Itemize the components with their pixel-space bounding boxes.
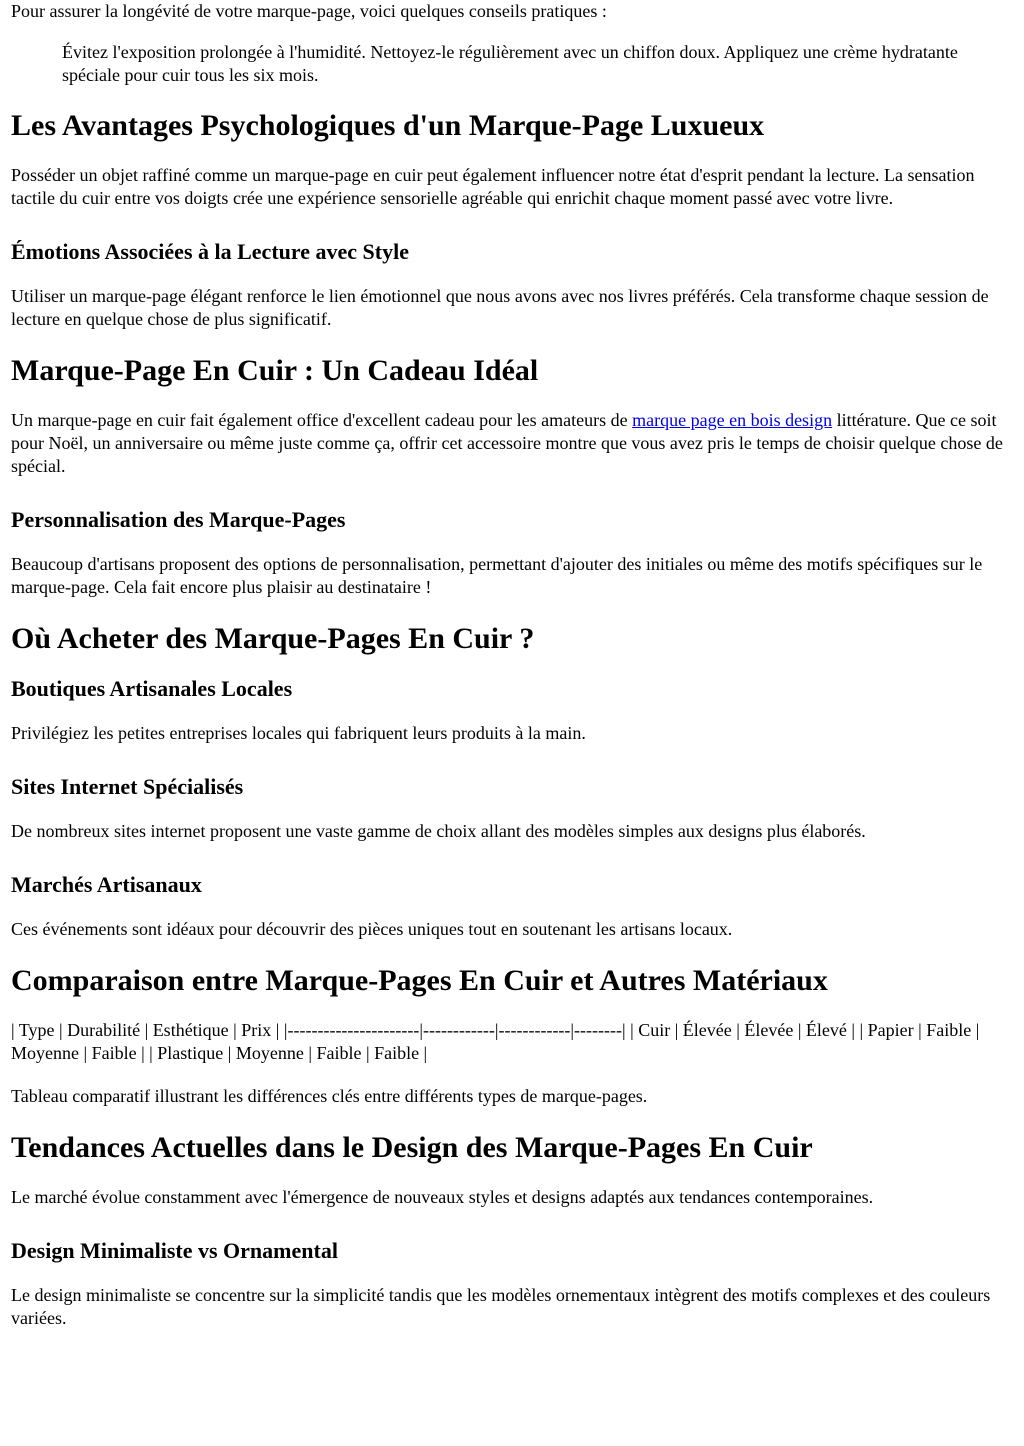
- heading-ideal-gift: Marque-Page En Cuir : Un Cadeau Idéal: [11, 354, 539, 387]
- minimalist-vs-ornamental-paragraph: Le design minimaliste se concentre sur la simplicité tandis que les modèles ornementaux intègrent des motifs complexes et des couleurs variées.: [11, 1285, 991, 1328]
- comparison-caption: Tableau comparatif illustrant les différences clés entre différents types de marque-pages.: [11, 1086, 648, 1106]
- heading-comparison: Comparaison entre Marque-Pages En Cuir et Autres Matériaux: [11, 964, 828, 997]
- emotions-paragraph: Utiliser un marque-page élégant renforce le lien émotionnel que nous avons avec nos livres préférés. Cela transforme chaque session de lecture en quelque chose de plus significatif.: [11, 286, 989, 329]
- personalization-paragraph: Beaucoup d'artisans proposent des options de personnalisation, permettant d'ajouter des initiales ou même des motifs spécifiques sur le marque-page. Cela fait encore plus plaisir au destinataire !: [11, 554, 983, 597]
- intro-paragraph: Pour assurer la longévité de votre marque-page, voici quelques conseils pratiques :: [11, 1, 607, 21]
- comparison-raw-table: | Type | Durabilité | Esthétique | Prix | |----------------------|------------|------------|--------| | Cuir | Élevée | Élevée | Élevé | | Papier | Faible | Moyenne | Faible | | Plastique | Moyenne | Faible | Faible |: [11, 1020, 980, 1063]
- local-shops-paragraph: Privilégiez les petites entreprises locales qui fabriquent leurs produits à la main.: [11, 723, 586, 743]
- heading-specialized-websites: Sites Internet Spécialisés: [11, 774, 244, 799]
- specialized-websites-paragraph: De nombreux sites internet proposent une vaste gamme de choix allant des modèles simples aux designs plus élaborés.: [11, 821, 866, 841]
- heading-emotions: Émotions Associées à la Lecture avec Style: [11, 239, 409, 264]
- gift-text-after-link: littérature. Que ce soit pour Noël, un anniversaire ou même juste comme ça, offrir cet accessoire montre que vous avez pris le temps de choisir quelque chose de spécial.: [11, 410, 1003, 476]
- heading-craft-markets: Marchés Artisanaux: [11, 872, 202, 897]
- design-trends-paragraph: Le marché évolue constamment avec l'émergence de nouveaux styles et designs adaptés aux tendances contemporaines.: [11, 1187, 874, 1207]
- heading-design-trends: Tendances Actuelles dans le Design des Marque-Pages En Cuir: [11, 1131, 813, 1164]
- heading-minimalist-vs-ornamental: Design Minimaliste vs Ornamental: [11, 1238, 338, 1263]
- psychological-benefits-paragraph: Posséder un objet raffiné comme un marque-page en cuir peut également influencer notre état d'esprit pendant la lecture. La sensation tactile du cuir entre vos doigts crée une expérience sensorielle agréable qui enrichit chaque moment passé avec votre livre.: [11, 165, 975, 208]
- care-tips-blockquote: Évitez l'exposition prolongée à l'humidité. Nettoyez-le régulièrement avec un chiffon doux. Appliquez une crème hydratante spéciale pour cuir tous les six mois.: [62, 42, 958, 85]
- heading-personalization: Personnalisation des Marque-Pages: [11, 507, 346, 532]
- gift-text-before-link: Un marque-page en cuir fait également office d'excellent cadeau pour les amateurs de: [11, 410, 633, 430]
- craft-markets-paragraph: Ces événements sont idéaux pour découvrir des pièces uniques tout en soutenant les artisans locaux.: [11, 919, 733, 939]
- heading-psychological-benefits: Les Avantages Psychologiques d'un Marque-Page Luxueux: [11, 109, 765, 142]
- heading-local-shops: Boutiques Artisanales Locales: [11, 676, 293, 701]
- wooden-bookmark-link[interactable]: marque page en bois design: [632, 410, 833, 430]
- heading-where-to-buy: Où Acheter des Marque-Pages En Cuir ?: [11, 622, 535, 655]
- ideal-gift-paragraph: [11, 409, 1013, 478]
